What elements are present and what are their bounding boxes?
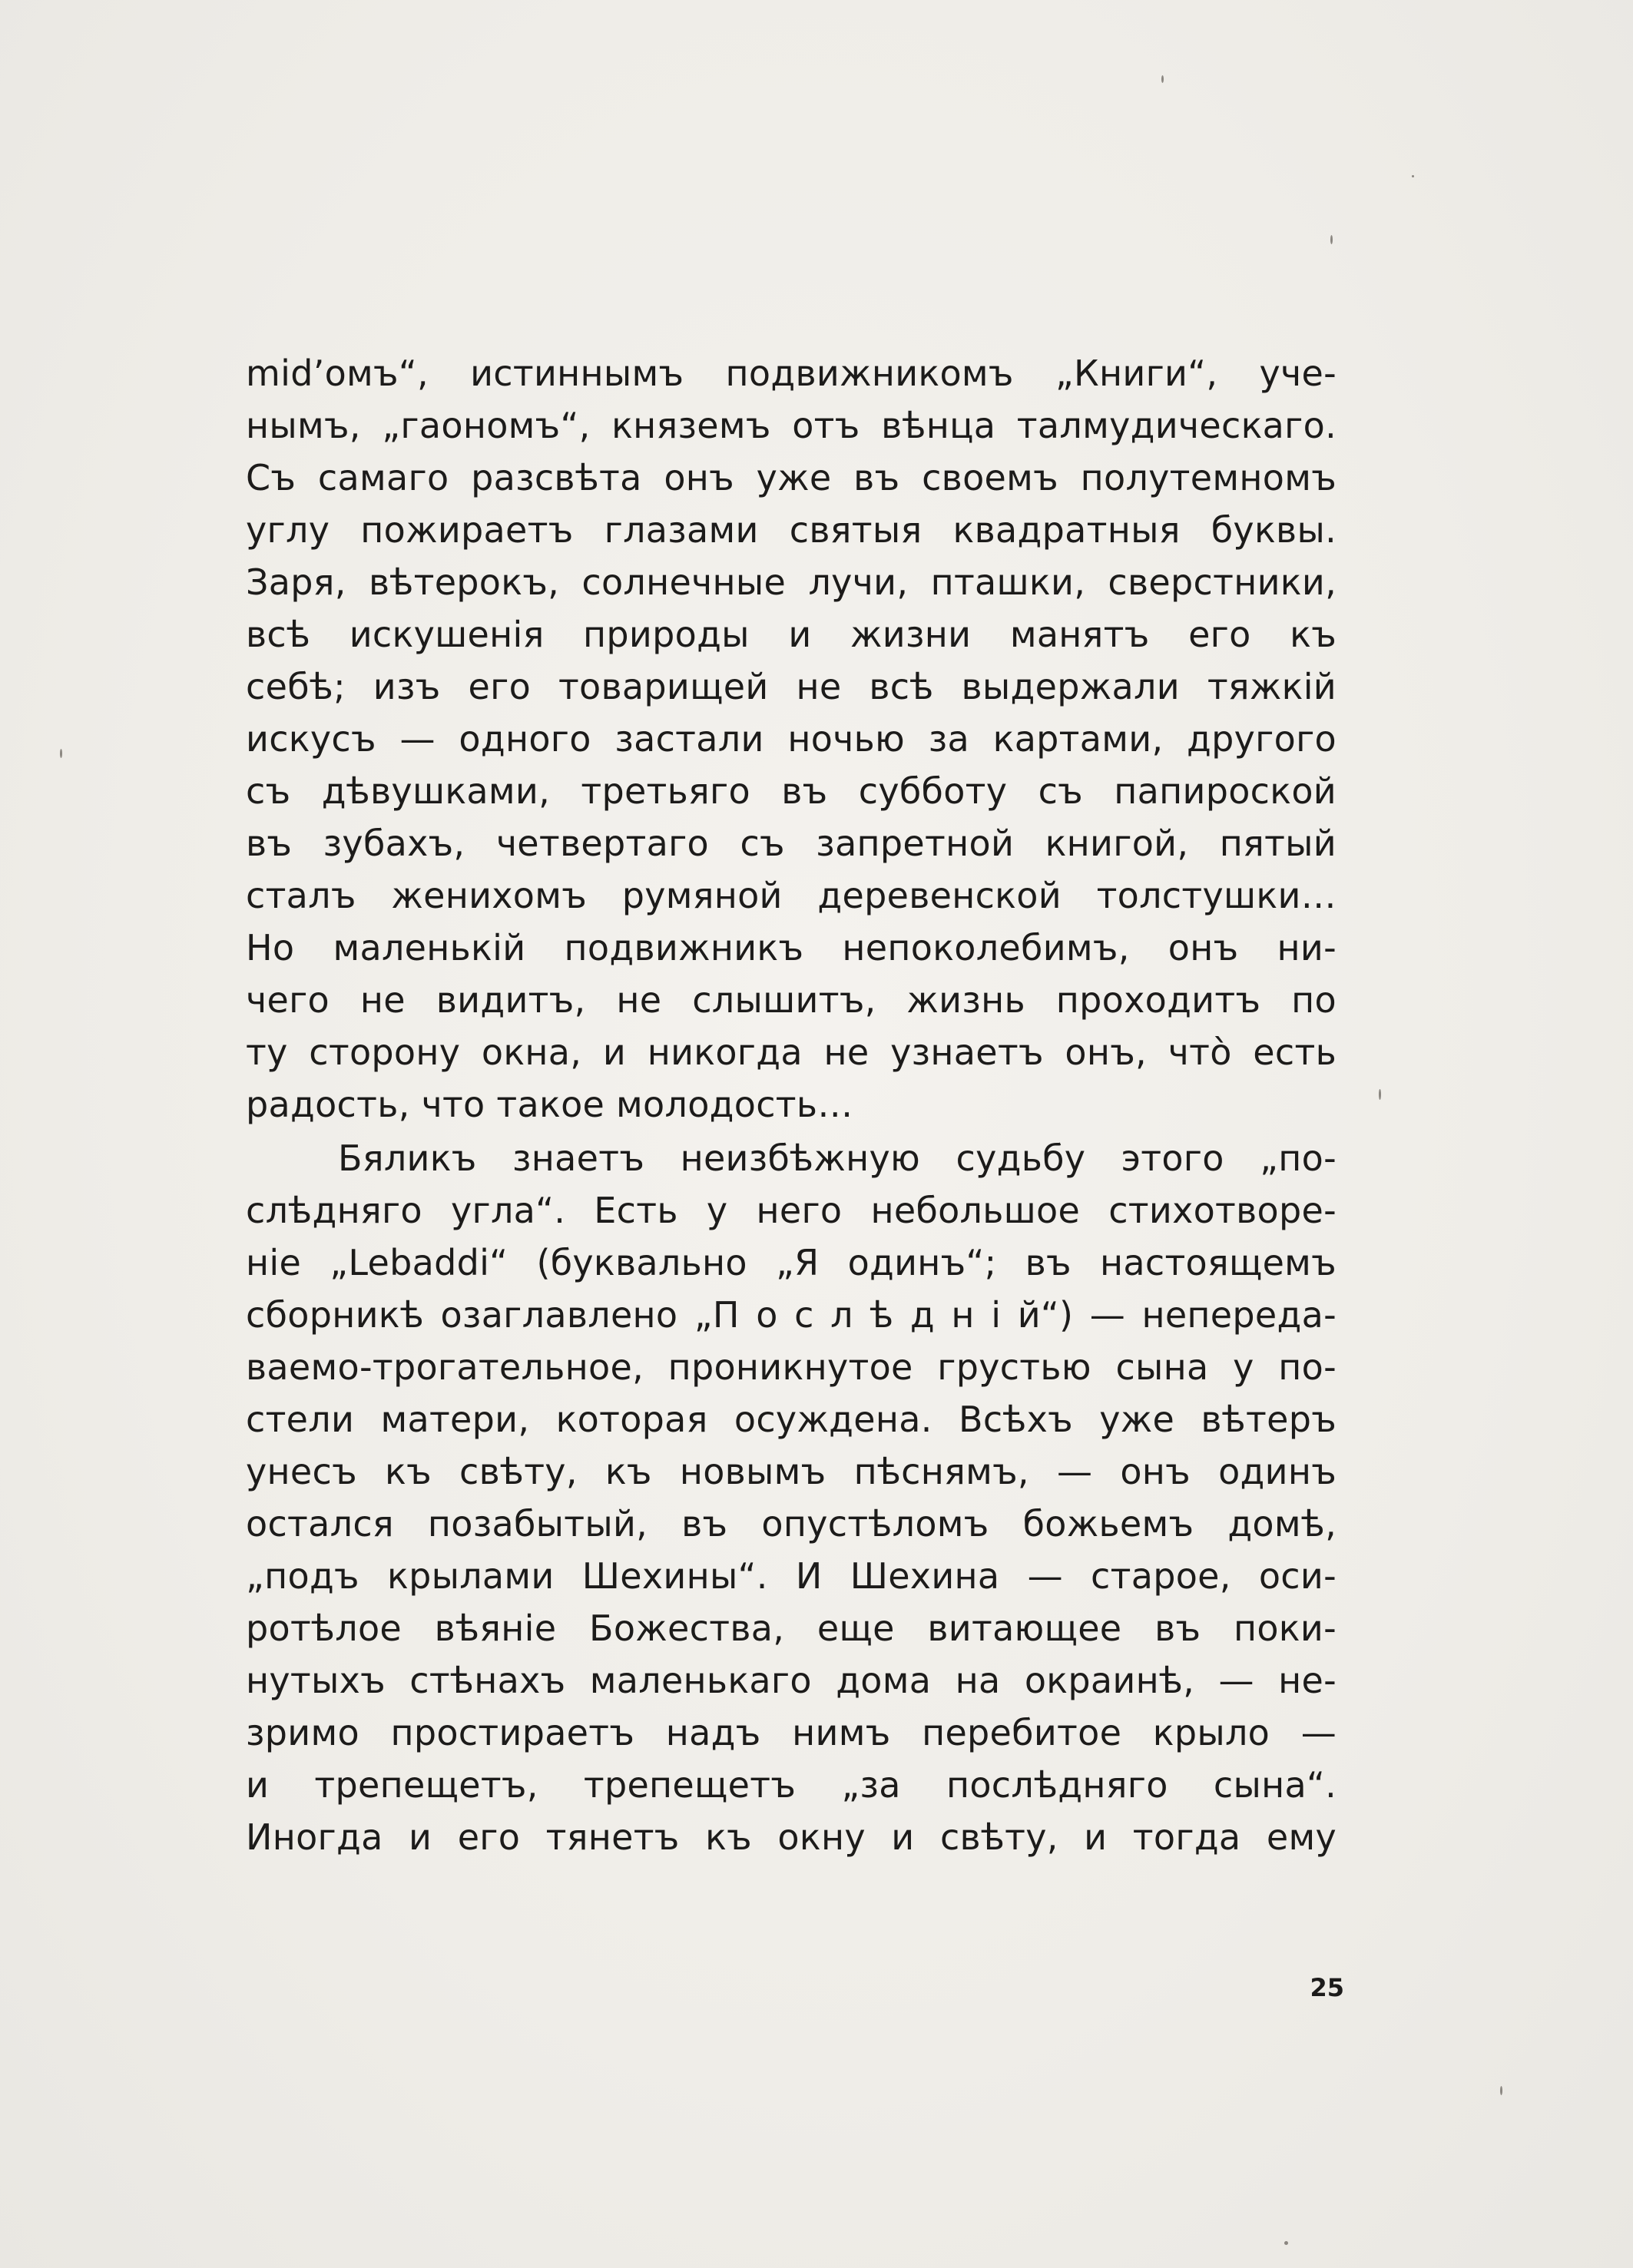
text-line: искусъ — одного застали ночью за картами, другого [246, 718, 1337, 760]
text-line: ваемо-трогательное, проникнутое грустью сына у по- [246, 1346, 1337, 1388]
paper-speck [1330, 235, 1333, 244]
text-line: ніе „Lebaddi“ (буквально „Я одинъ“; въ настоящемъ [246, 1242, 1337, 1283]
text-line: себѣ; изъ его товарищей не всѣ выдержали тяжкій [246, 666, 1337, 707]
text-line: всѣ искушенія природы и жизни манятъ его къ [246, 614, 1337, 655]
text-line: Иногда и его тянетъ къ окну и свѣту, и тогда ему [246, 1816, 1337, 1858]
text-line: зримо простираетъ надъ нимъ перебитое крыло — [246, 1712, 1337, 1753]
text-line: нутыхъ стѣнахъ маленькаго дома на окраинѣ, — не- [246, 1660, 1337, 1701]
text-line: въ зубахъ, четвертаго съ запретной книгой, пятый [246, 823, 1337, 864]
text-line: стели матери, которая осуждена. Всѣхъ уже вѣтеръ [246, 1399, 1337, 1440]
text-line: Но маленькій подвижникъ непоколебимъ, онъ ни- [246, 927, 1337, 968]
text-line: унесъ къ свѣту, къ новымъ пѣснямъ, — онъ одинъ [246, 1451, 1337, 1492]
text-line: сборникѣ озаглавлено „П о с л ѣ д н і й“) — непереда- [246, 1294, 1337, 1336]
text-line: ротѣлое вѣяніе Божества, еще витающее въ поки- [246, 1607, 1337, 1649]
paper-speck [1379, 1089, 1381, 1100]
text-line: ту сторону окна, и никогда не узнаетъ онъ, что̀ есть [246, 1031, 1337, 1073]
paper-speck [1284, 2241, 1288, 2245]
paper-speck [1500, 2086, 1502, 2095]
paragraph-first-line: Бяликъ знаетъ неизбѣжную судьбу этого „по- [338, 1137, 1337, 1179]
paper-speck [1412, 175, 1414, 177]
text-line: углу пожираетъ глазами святыя квадратныя буквы. [246, 509, 1337, 551]
paper-speck [1161, 75, 1164, 83]
text-line: нымъ, „гаономъ“, княземъ отъ вѣнца талмудическаго. [246, 405, 1337, 446]
text-line: съ дѣвушками, третьяго въ субботу съ папироской [246, 770, 1337, 812]
page-number: 25 [1310, 1973, 1344, 2002]
text-line: остался позабытый, въ опустѣломъ божьемъ домѣ, [246, 1503, 1337, 1545]
text-line: сталъ женихомъ румяной деревенской толстушки… [246, 875, 1337, 916]
text-line: „подъ крылами Шехины“. И Шехина — старое, оси- [246, 1555, 1337, 1597]
text-line: чего не видитъ, не слышитъ, жизнь проходитъ по [246, 979, 1337, 1021]
text-line: Заря, вѣтерокъ, солнечные лучи, пташки, сверстники, [246, 561, 1337, 603]
text-line: Съ самаго разсвѣта онъ уже въ своемъ полутемномъ [246, 457, 1337, 498]
text-line: mid’омъ“, истиннымъ подвижникомъ „Книги“, уче- [246, 353, 1337, 394]
text-line: слѣдняго угла“. Есть у него небольшое стихотворе- [246, 1190, 1337, 1231]
paper-speck [60, 749, 62, 758]
text-line: радость, что такое молодость… [246, 1084, 853, 1125]
text-line: и трепещетъ, трепещетъ „за послѣдняго сына“. [246, 1764, 1337, 1806]
